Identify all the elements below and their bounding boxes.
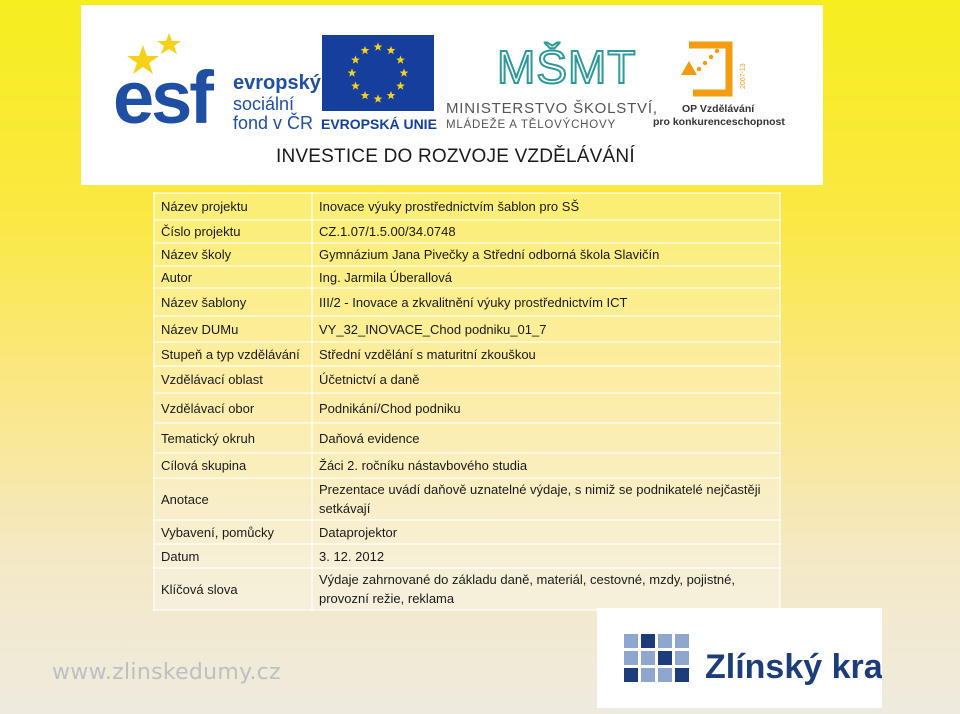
website-link[interactable]: www.zlinskedumy.cz — [52, 660, 281, 685]
table-row — [154, 423, 780, 453]
table-row — [154, 342, 780, 366]
op-logo — [653, 45, 785, 128]
row-label: Anotace — [154, 478, 312, 520]
table-row — [154, 266, 780, 288]
row-value: Inovace výuky prostřednictvím šablon pro SŠ — [312, 193, 780, 220]
table-row — [154, 520, 780, 544]
row-value: Výdaje zahrnované do základu daně, materiál, cestovné, mzdy, pojistné, provozní režie, reklama — [312, 568, 780, 610]
row-label: Vzdělávací obor — [154, 393, 312, 423]
row-value: Dataprojektor — [312, 520, 780, 544]
esf-line2: sociální — [233, 94, 295, 114]
row-label: Tematický okruh — [154, 423, 312, 453]
row-label: Autor — [154, 266, 312, 288]
op-line2: pro konkurenceschopnost — [653, 116, 785, 128]
esf-word: esf — [113, 56, 211, 139]
row-value: Žáci 2. ročníku nástavbového studia — [312, 453, 780, 478]
row-label: Název projektu — [154, 193, 312, 220]
row-label: Vybavení, pomůcky — [154, 520, 312, 544]
row-label: Klíčová slova — [154, 568, 312, 610]
row-label: Název školy — [154, 243, 312, 266]
msmt-line2: MLÁDEŽE A TĚLOVÝCHOVY — [446, 119, 616, 131]
op-arrowhead-icon — [681, 61, 697, 75]
msmt-line1: MINISTERSTVO ŠKOLSTVÍ, — [446, 100, 658, 117]
row-value: III/2 - Inovace a zkvalitnění výuky prostřednictvím ICT — [312, 288, 780, 316]
table-row — [154, 243, 780, 266]
esf-logo — [113, 33, 322, 139]
row-label: Vzdělávací oblast — [154, 366, 312, 393]
table-row — [154, 288, 780, 316]
row-value: Daňová evidence — [312, 423, 780, 453]
row-label: Název šablony — [154, 288, 312, 316]
row-value: 3. 12. 2012 — [312, 544, 780, 568]
esf-line1: evropský — [233, 72, 321, 94]
row-label: Cílová skupina — [154, 453, 312, 478]
table-row — [154, 568, 780, 610]
row-value: Účetnictví a daně — [312, 366, 780, 393]
row-value: Gymnázium Jana Pivečky a Střední odborná škola Slavičín — [312, 243, 780, 266]
table-row — [154, 453, 780, 478]
region-name: Zlínský kraj — [705, 648, 882, 686]
table-row — [154, 544, 780, 568]
op-line1: OP Vzdělávání — [682, 103, 755, 115]
op-years: 2007-13 — [740, 63, 747, 89]
table-row — [154, 393, 780, 423]
row-value: Ing. Jarmila Úberallová — [312, 266, 780, 288]
eu-label: EVROPSKÁ UNIE — [321, 116, 437, 132]
table-row — [154, 316, 780, 342]
zlinsky-kraj-logo — [597, 608, 882, 708]
table-row — [154, 220, 780, 243]
row-value: Střední vzdělání s maturitní zkouškou — [312, 342, 780, 366]
zlinsky-kraj-graphic — [597, 608, 882, 708]
row-label: Číslo projektu — [154, 220, 312, 243]
esf-line3: fond v ČR — [233, 113, 314, 133]
row-label: Název DUMu — [154, 316, 312, 342]
logo-banner — [81, 5, 823, 185]
table-row — [154, 478, 780, 520]
table-row — [154, 366, 780, 393]
eu-logo — [321, 35, 437, 132]
logo-banner-graphic — [81, 5, 823, 185]
row-value: VY_32_INOVACE_Chod podniku_01_7 — [312, 316, 780, 342]
table-row — [154, 193, 780, 220]
row-value: Prezentace uvádí daňově uznatelné výdaje, s nimiž se podnikatelé nejčastěji setkávají — [312, 478, 780, 520]
row-label: Stupeň a typ vzdělávání — [154, 342, 312, 366]
msmt-logo — [446, 41, 658, 131]
region-squares-icon — [624, 634, 689, 682]
msmt-mark: MŠMT — [497, 41, 637, 93]
row-value: Podnikání/Chod podniku — [312, 393, 780, 423]
row-label: Datum — [154, 544, 312, 568]
op-arrow-icon — [689, 45, 729, 93]
banner-slogan: INVESTICE DO ROZVOJE VZDĚLÁVÁNÍ — [276, 146, 635, 167]
project-info-table — [153, 192, 781, 611]
row-value: CZ.1.07/1.5.00/34.0748 — [312, 220, 780, 243]
